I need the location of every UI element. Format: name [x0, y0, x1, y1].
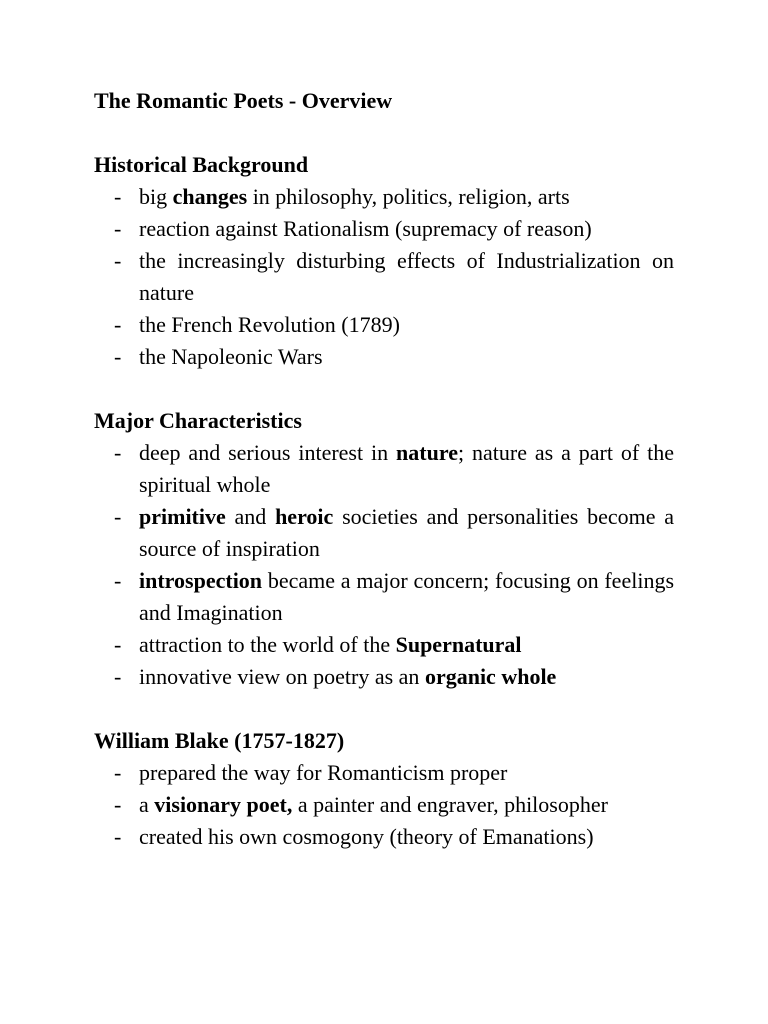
bold-text: organic whole: [424, 664, 557, 689]
text-run: and: [225, 504, 276, 529]
bullet-marker: -: [114, 568, 122, 593]
bullet-marker: -: [114, 248, 122, 273]
bullet-marker: -: [114, 344, 122, 369]
section-heading: Historical Background: [94, 152, 309, 177]
section: [94, 405, 674, 693]
section-heading: Major Characteristics: [94, 408, 302, 433]
text-run: the increasingly disturbing effects of Industrialization on nature: [139, 248, 674, 305]
bullet-marker: -: [114, 792, 122, 817]
bullet-marker: -: [114, 760, 122, 785]
bullet-item: [94, 213, 674, 245]
bold-text: nature: [396, 440, 458, 465]
bullet-item: [94, 437, 674, 501]
bullet-item: [94, 501, 674, 565]
text-run: innovative view on poetry as an: [139, 664, 425, 689]
text-run: became a major concern; focusing on feelings and Imagination: [139, 568, 674, 625]
text-run: a: [139, 792, 155, 817]
section-heading: William Blake (1757-1827): [94, 728, 345, 753]
bold-text: introspection: [139, 568, 263, 593]
bold-text: changes: [172, 184, 248, 209]
bullet-marker: -: [114, 216, 122, 241]
text-run: the Napoleonic Wars: [139, 344, 323, 369]
bullet-list: [94, 181, 674, 373]
bold-text: primitive: [139, 504, 226, 529]
bullet-list: [94, 757, 674, 853]
document-title: The Romantic Poets - Overview: [94, 88, 393, 113]
text-run: ; nature as a part of the spiritual whole: [139, 440, 674, 497]
bullet-marker: -: [114, 664, 122, 689]
text-run: in philosophy, politics, religion, arts: [247, 184, 570, 209]
bullet-marker: -: [114, 312, 122, 337]
section: [94, 725, 674, 853]
bullet-item: [94, 181, 674, 213]
bullet-marker: -: [114, 504, 122, 529]
text-run: a painter and engraver, philosopher: [292, 792, 608, 817]
text-run: the French Revolution (1789): [139, 312, 400, 337]
document-page: [94, 85, 674, 853]
bullet-item: [94, 821, 674, 853]
text-run: created his own cosmogony (theory of Emanations): [139, 824, 594, 849]
document-sections: [94, 149, 674, 853]
bullet-item: [94, 789, 674, 821]
bold-text: visionary poet,: [154, 792, 293, 817]
bullet-item: [94, 341, 674, 373]
bullet-item: [94, 565, 674, 629]
bullet-list: [94, 437, 674, 693]
bullet-marker: -: [114, 440, 122, 465]
text-run: prepared the way for Romanticism proper: [139, 760, 508, 785]
bold-text: Supernatural: [395, 632, 522, 657]
text-run: societies and personalities become a source of inspiration: [139, 504, 675, 561]
bullet-marker: -: [114, 184, 122, 209]
bullet-item: [94, 757, 674, 789]
text-run: big: [139, 184, 173, 209]
bullet-item: [94, 661, 674, 693]
bullet-marker: -: [114, 824, 122, 849]
bullet-marker: -: [114, 632, 122, 657]
text-run: reaction against Rationalism (supremacy of reason): [139, 216, 592, 241]
bullet-item: [94, 245, 674, 309]
text-run: deep and serious interest in: [139, 440, 397, 465]
bold-text: heroic: [275, 504, 334, 529]
bullet-item: [94, 309, 674, 341]
section: [94, 149, 674, 373]
text-run: attraction to the world of the: [139, 632, 396, 657]
bullet-item: [94, 629, 674, 661]
